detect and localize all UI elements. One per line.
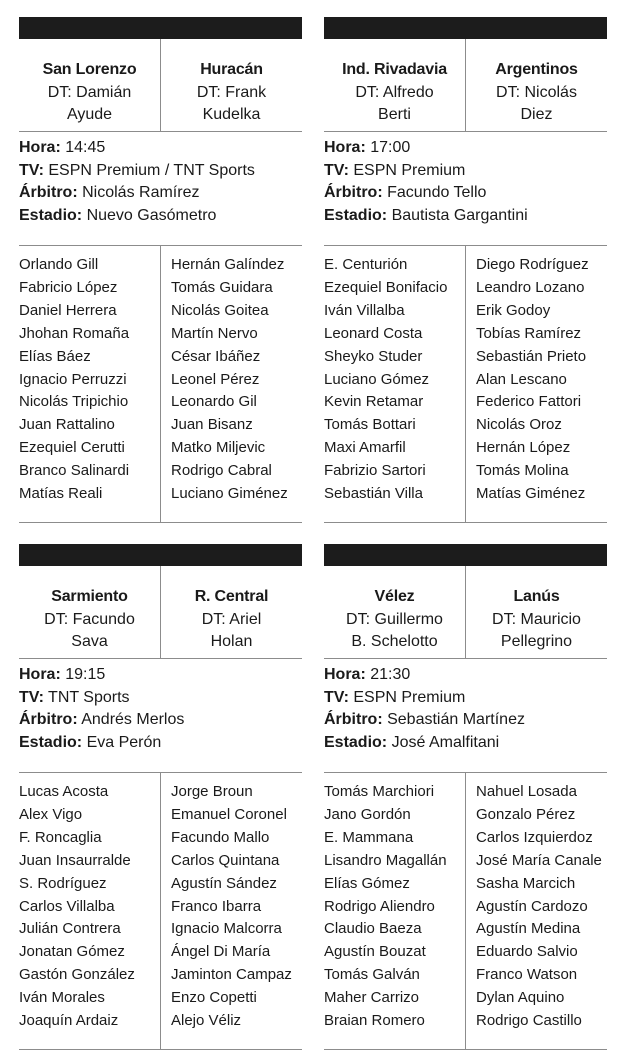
teams-header [324, 566, 607, 659]
away-team [161, 586, 302, 654]
player-name: Juan Insaurralde [19, 851, 131, 869]
player-name: S. Rodríguez [19, 874, 107, 892]
player-name: Enzo Copetti [171, 989, 257, 1007]
player-name: Gastón González [19, 966, 135, 984]
player-name: Luciano Giménez [171, 485, 288, 503]
tv-label: TV: [19, 688, 44, 706]
away-lineup [171, 781, 292, 1033]
player-name: Daniel Herrera [19, 301, 117, 319]
player-name: Rodrigo Aliendro [324, 897, 435, 915]
match-info [324, 659, 607, 773]
home-coach: DT: Damián Ayude [47, 83, 132, 123]
estadio-value: Eva Perón [86, 733, 162, 751]
tv-label: TV: [19, 161, 44, 179]
lineups [19, 246, 302, 523]
header-bar [324, 544, 607, 566]
player-name: Nicolás Goitea [171, 301, 269, 319]
player-name: Leandro Lozano [476, 278, 585, 296]
estadio-label: Estadio: [19, 206, 83, 224]
player-name: Diego Rodríguez [476, 256, 589, 273]
match-card [324, 17, 607, 523]
player-name: Iván Morales [19, 989, 105, 1007]
away-coach: DT: Nicolás Diez [496, 83, 577, 123]
arbitro-label: Árbitro: [19, 184, 78, 202]
player-name: Maxi Amarfil [324, 439, 406, 457]
player-name: Erik Godoy [476, 301, 551, 319]
player-name: E. Mammana [324, 828, 414, 846]
player-name: Tomás Bottari [324, 416, 416, 434]
player-name: Nicolás Oroz [476, 416, 562, 434]
away-team [466, 59, 607, 127]
player-name: José María Canale [476, 851, 602, 869]
player-name: Joaquín Ardaiz [19, 1012, 119, 1030]
match-info [19, 659, 302, 773]
player-name: Lisandro Magallán [324, 851, 447, 869]
lineups [324, 246, 607, 523]
teams-header [19, 39, 302, 132]
player-name: Emanuel Coronel [171, 805, 287, 823]
hora-label: Hora: [324, 139, 366, 156]
home-lineup [19, 781, 135, 1033]
kickoff-time [324, 664, 607, 687]
stadium [324, 205, 607, 228]
player-name: Sheyko Studer [324, 347, 423, 365]
stadium [19, 205, 302, 228]
header-bar [19, 544, 302, 566]
tv-broadcast [324, 687, 607, 710]
player-name: Sebastián Prieto [476, 347, 587, 365]
hora-value: 17:00 [370, 139, 411, 156]
player-name: Alejo Véliz [171, 1012, 242, 1030]
player-name: Julián Contrera [19, 920, 121, 938]
player-name: Sasha Marcich [476, 874, 576, 892]
player-name: César Ibáñez [171, 347, 261, 365]
player-name: Braian Romero [324, 1012, 425, 1030]
player-name: Sebastián Villa [324, 485, 423, 503]
player-name: Carlos Villalba [19, 897, 115, 915]
tv-broadcast [324, 160, 607, 183]
stadium [19, 732, 302, 755]
estadio-label: Estadio: [324, 733, 388, 751]
player-name: Rodrigo Cabral [171, 462, 272, 480]
player-name: Nahuel Losada [476, 783, 577, 800]
home-lineup [19, 254, 129, 506]
stadium [324, 732, 607, 755]
player-name: Leonel Pérez [171, 370, 260, 388]
estadio-value: Bautista Gargantini [391, 206, 528, 224]
tv-value: ESPN Premium / TNT Sports [48, 161, 255, 179]
player-name: Nicolás Tripichio [19, 393, 129, 411]
player-name: Agustín Medina [476, 920, 581, 938]
player-name: Hernán Galíndez [171, 256, 285, 273]
away-team [466, 586, 607, 654]
tv-broadcast [19, 687, 302, 710]
home-lineup [324, 781, 447, 1033]
player-name: Ángel Di María [171, 943, 271, 961]
player-name: Jonatan Gómez [19, 943, 125, 961]
teams-header [19, 566, 302, 659]
lineups [19, 773, 302, 1050]
home-coach: DT: Facundo Sava [44, 610, 135, 650]
away-team-name: Argentinos [495, 61, 578, 78]
match-card [324, 544, 607, 1050]
home-team [324, 59, 465, 127]
home-team [19, 59, 160, 127]
player-name: Claudio Baeza [324, 920, 422, 938]
player-name: Jorge Broun [171, 783, 253, 800]
arbitro-value: Andrés Merlos [81, 711, 185, 729]
player-name: Tomás Guidara [171, 278, 273, 296]
column-divider [160, 773, 161, 1049]
lineups [324, 773, 607, 1050]
player-name: Federico Fattori [476, 393, 582, 411]
player-name: Hernán López [476, 439, 571, 457]
referee [19, 182, 302, 205]
home-team-name: Vélez [374, 588, 415, 605]
hora-value: 21:30 [370, 666, 411, 683]
tv-label: TV: [324, 161, 349, 179]
arbitro-value: Nicolás Ramírez [82, 184, 200, 202]
arbitro-value: Sebastián Martínez [387, 711, 525, 729]
player-name: Iván Villalba [324, 301, 405, 319]
kickoff-time [19, 137, 302, 160]
match-info [324, 132, 607, 246]
arbitro-label: Árbitro: [324, 711, 383, 729]
hora-value: 14:45 [65, 139, 106, 156]
hora-label: Hora: [324, 666, 366, 683]
player-name: Gonzalo Pérez [476, 805, 576, 823]
player-name: Rodrigo Castillo [476, 1012, 582, 1030]
player-name: Agustín Bouzat [324, 943, 426, 961]
player-name: Kevin Retamar [324, 393, 424, 411]
player-name: Facundo Mallo [171, 828, 270, 846]
match-card [19, 544, 302, 1050]
player-name: Juan Bisanz [171, 416, 253, 434]
match-card [19, 17, 302, 523]
player-name: Jhohan Romaña [19, 324, 130, 342]
player-name: E. Centurión [324, 256, 408, 273]
player-name: Franco Watson [476, 966, 578, 984]
header-bar [324, 17, 607, 39]
player-name: Fabricio López [19, 278, 118, 296]
away-coach: DT: Mauricio Pellegrino [492, 610, 581, 650]
tv-label: TV: [324, 688, 349, 706]
teams-header [324, 39, 607, 132]
home-team-name: San Lorenzo [42, 61, 137, 78]
home-lineup [324, 254, 447, 506]
tv-value: ESPN Premium [353, 688, 466, 706]
player-name: Tomás Galván [324, 966, 420, 984]
away-team-name: Huracán [200, 61, 263, 78]
player-name: Agustín Sández [171, 874, 277, 892]
estadio-label: Estadio: [19, 733, 83, 751]
match-info [19, 132, 302, 246]
player-name: Franco Ibarra [171, 897, 262, 915]
player-name: Agustín Cardozo [476, 897, 588, 915]
referee [324, 709, 607, 732]
player-name: Alan Lescano [476, 370, 567, 388]
away-team-name: R. Central [194, 588, 269, 605]
home-team [19, 586, 160, 654]
arbitro-label: Árbitro: [19, 711, 78, 729]
hora-value: 19:15 [65, 666, 106, 683]
player-name: Branco Salinardi [19, 462, 130, 480]
player-name: Maher Carrizo [324, 989, 420, 1007]
player-name: Fabrizio Sartori [324, 462, 426, 480]
player-name: Tobías Ramírez [476, 324, 582, 342]
player-name: Eduardo Salvio [476, 943, 578, 961]
player-name: F. Roncaglia [19, 828, 102, 846]
player-name: Matko Miljevic [171, 439, 266, 457]
home-team-name: Ind. Rivadavia [342, 61, 447, 78]
away-lineup [476, 781, 602, 1033]
away-team-name: Lanús [513, 588, 560, 605]
estadio-value: Nuevo Gasómetro [86, 206, 217, 224]
away-lineup [476, 254, 589, 506]
player-name: Ignacio Perruzzi [19, 370, 127, 388]
player-name: Dylan Aquino [476, 989, 565, 1007]
tv-broadcast [19, 160, 302, 183]
player-name: Elías Báez [19, 347, 91, 365]
kickoff-time [19, 664, 302, 687]
player-name: Lucas Acosta [19, 783, 109, 800]
player-name: Leonardo Gil [171, 393, 257, 411]
arbitro-value: Facundo Tello [387, 184, 487, 202]
hora-label: Hora: [19, 666, 61, 683]
player-name: Orlando Gill [19, 256, 99, 273]
home-coach: DT: Alfredo Berti [355, 83, 434, 123]
player-name: Elías Gómez [324, 874, 410, 892]
home-team [324, 586, 465, 654]
player-name: Carlos Quintana [171, 851, 280, 869]
tv-value: ESPN Premium [353, 161, 466, 179]
column-divider [465, 773, 466, 1049]
player-name: Carlos Izquierdoz [476, 828, 593, 846]
player-name: Ignacio Malcorra [171, 920, 282, 938]
hora-label: Hora: [19, 139, 61, 156]
home-coach: DT: Guillermo B. Schelotto [346, 610, 443, 650]
player-name: Jano Gordón [324, 805, 411, 823]
player-name: Leonard Costa [324, 324, 423, 342]
estadio-label: Estadio: [324, 206, 388, 224]
player-name: Matías Giménez [476, 485, 586, 503]
away-lineup [171, 254, 288, 506]
away-coach: DT: Frank Kudelka [196, 83, 267, 123]
estadio-value: José Amalfitani [391, 733, 500, 751]
player-name: Alex Vigo [19, 805, 83, 823]
player-name: Juan Rattalino [19, 416, 115, 434]
away-team [161, 59, 302, 127]
header-bar [19, 17, 302, 39]
tv-value: TNT Sports [48, 688, 130, 706]
player-name: Matías Reali [19, 485, 103, 503]
away-coach: DT: Ariel Holan [201, 610, 262, 650]
column-divider [160, 246, 161, 522]
home-team-name: Sarmiento [51, 588, 128, 605]
player-name: Jaminton Campaz [171, 966, 292, 984]
arbitro-label: Árbitro: [324, 184, 383, 202]
kickoff-time [324, 137, 607, 160]
player-name: Tomás Molina [476, 462, 569, 480]
player-name: Luciano Gómez [324, 370, 430, 388]
player-name: Ezequiel Cerutti [19, 439, 125, 457]
player-name: Ezequiel Bonifacio [324, 278, 448, 296]
column-divider [465, 246, 466, 522]
player-name: Martín Nervo [171, 324, 258, 342]
player-name: Tomás Marchiori [324, 783, 435, 800]
referee [19, 709, 302, 732]
referee [324, 182, 607, 205]
